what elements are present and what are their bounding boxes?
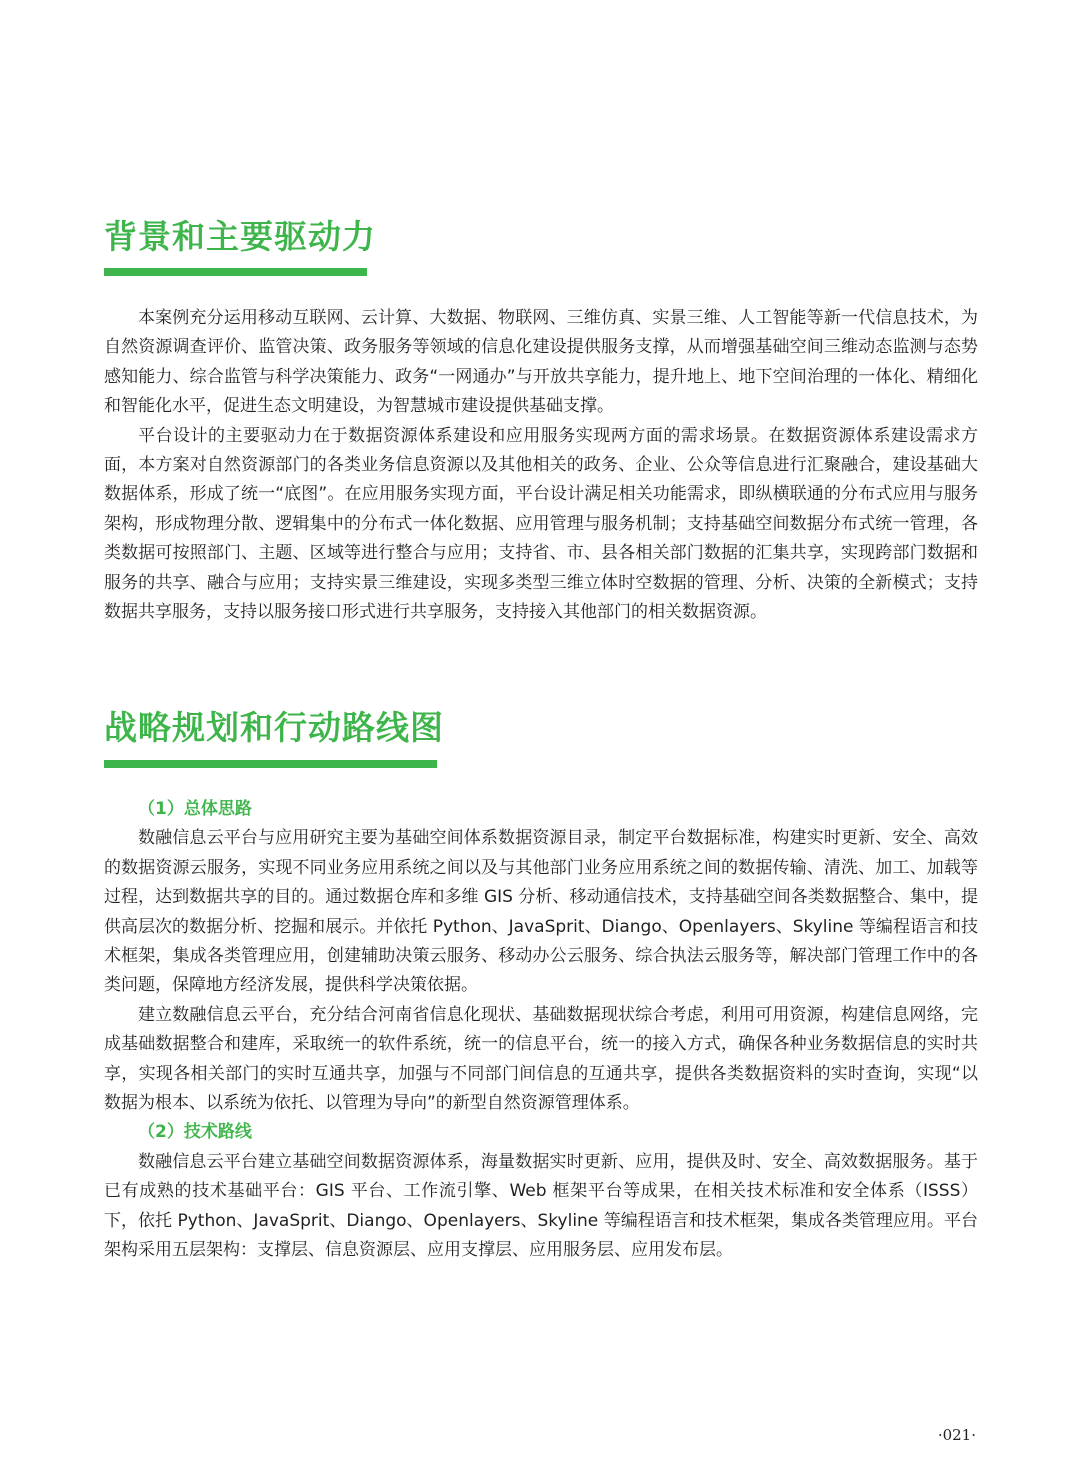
section-body-background <box>104 304 978 627</box>
paragraph: 数融信息云平台建立基础空间数据资源体系，海量数据实时更新、应用，提供及时、安全、高效数据服务。基于已有成熟的技术基础平台：GIS 平台、工作流引擎、Web 框架平台等成果，在相关技术标准和安全体系（ISSS）下，依托 Python、JavaSprit、Diango、Openlayers、Skyline 等编程语言和技术框架，集成各类管理应用。平台架构采用五层架构：支撑层、信息资源层、应用支撑层、应用服务层、应用发布层。 <box>104 1151 978 1261</box>
paragraph: 数融信息云平台与应用研究主要为基础空间体系数据资源目录，制定平台数据标准，构建实时更新、安全、高效的数据资源云服务，实现不同业务应用系统之间以及与其他部门业务应用系统之间的数据传输、清洗、加工、加载等过程，达到数据共享的目的。通过数据仓库和多维 GIS 分析、移动通信技术，支持基础空间各类数据整合、集中，提供高层次的数据分析、挖掘和展示。并依托 Python、JavaSprit、Diango、Openlayers、Skyline 等编程语言和技术框架，集成各类管理应用，创建辅助决策云服务、移动办公云服务、综合执法云服务等，解决部门管理工作中的各类问题，保障地方经济发展，提供科学决策依据。 <box>104 828 978 996</box>
section-title-strategy: 战略规划和行动路线图 <box>104 708 444 747</box>
section-title-underline <box>104 268 367 276</box>
section-title-background: 背景和主要驱动力 <box>104 217 376 256</box>
page-number: ·021· <box>937 1426 976 1444</box>
section-body-strategy <box>104 795 978 1266</box>
section-title-underline <box>104 760 437 768</box>
paragraph: 平台设计的主要驱动力在于数据资源体系建设和应用服务实现两方面的需求场景。在数据资源体系建设需求方面，本方案对自然资源部门的各类业务信息资源以及其他相关的政务、企业、公众等信息进行汇聚融合，建设基础大数据体系，形成了统一“底图”。在应用服务实现方面，平台设计满足相关功能需求，即纵横联通的分布式应用与服务架构，形成物理分散、逻辑集中的分布式一体化数据、应用管理与服务机制；支持基础空间数据分布式统一管理，各类数据可按照部门、主题、区域等进行整合与应用；支持省、市、县各相关部门数据的汇集共享，实现跨部门数据和服务的共享、融合与应用；支持实景三维建设，实现多类型三维立体时空数据的管理、分析、决策的全新模式；支持数据共享服务，支持以服务接口形式进行共享服务，支持接入其他部门的相关数据资源。 <box>104 425 978 623</box>
paragraph: 建立数融信息云平台，充分结合河南省信息化现状、基础数据现状综合考虑，利用可用资源，构建信息网络，完成基础数据整合和建库，采取统一的软件系统，统一的信息平台，统一的接入方式，确保各种业务数据信息的实时共享，实现各相关部门的实时互通共享，加强与不同部门间信息的互通共享，提供各类数据资料的实时查询，实现“以数据为根本、以系统为依托、以管理为导向”的新型自然资源管理体系。 <box>104 1004 978 1114</box>
subsection-heading: （1）总体思路 <box>138 799 252 819</box>
subsection-heading: （2）技术路线 <box>138 1122 252 1143</box>
paragraph: 本案例充分运用移动互联网、云计算、大数据、物联网、三维仿真、实景三维、人工智能等新一代信息技术，为自然资源调查评价、监管决策、政务服务等领域的信息化建设提供服务支撑，从而增强基础空间三维动态监测与态势感知能力、综合监管与科学决策能力、政务“一网通办”与开放共享能力，提升地上、地下空间治理的一体化、精细化和智能化水平，促进生态文明建设，为智慧城市建设提供基础支撑。 <box>104 308 978 417</box>
